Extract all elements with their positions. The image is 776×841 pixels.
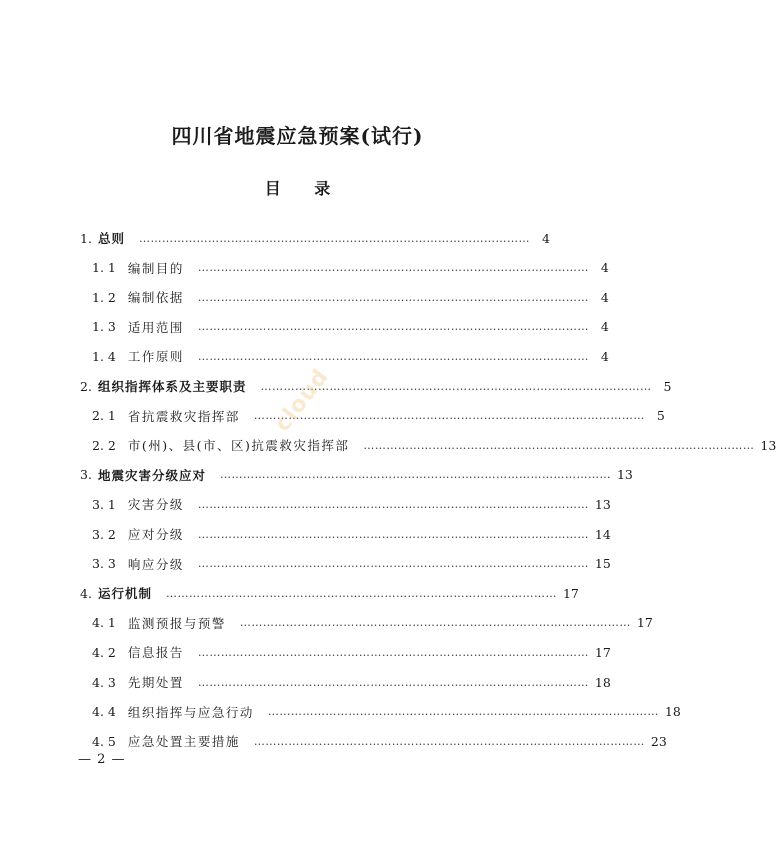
toc-entry-number: 1. 4 xyxy=(92,348,116,364)
toc-entry[interactable] xyxy=(92,642,611,662)
toc-entry-page: 5 xyxy=(663,378,672,394)
toc-entry-number: 3. 1 xyxy=(92,496,116,512)
toc-entry-title: 监测预报与预警 xyxy=(127,615,226,631)
page-number: — 2 — xyxy=(78,752,126,767)
toc-entry[interactable] xyxy=(92,613,653,633)
toc-entry-page: 13 xyxy=(616,467,633,483)
toc-entry-number: 2. 2 xyxy=(92,437,116,453)
toc-entry-number: 4. 4 xyxy=(92,704,116,720)
toc-leader-dots: ………………………………………………………………………………………… xyxy=(197,557,589,571)
toc-entry[interactable] xyxy=(92,317,609,337)
toc-leader-dots: ………………………………………………………………………………………… xyxy=(219,468,611,482)
toc-leader-dots: ………………………………………………………………………………………… xyxy=(363,438,755,452)
toc-entry-title: 组织指挥与应急行动 xyxy=(127,704,254,720)
toc-heading: 目 录 xyxy=(264,179,345,198)
toc-entry-title: 组织指挥体系及主要职责 xyxy=(97,379,247,394)
toc-entry[interactable] xyxy=(92,731,667,751)
toc-entry-number: 3. xyxy=(80,467,92,483)
toc-leader-dots: ………………………………………………………………………………………… xyxy=(197,261,589,275)
document-title: 四川省地震应急预案(试行) xyxy=(171,124,424,148)
toc-leader-dots: ………………………………………………………………………………………… xyxy=(197,645,589,659)
toc-entry-title: 省抗震救灾指挥部 xyxy=(127,408,240,424)
toc-entry-page: 4 xyxy=(600,260,609,276)
toc-entry-page: 17 xyxy=(594,644,611,660)
toc-entry-title: 先期处置 xyxy=(127,675,184,690)
toc-entry-page: 4 xyxy=(542,230,550,246)
toc-entry-page: 4 xyxy=(600,348,609,364)
toc-leader-dots: ………………………………………………………………………………………… xyxy=(260,379,652,393)
toc-entry[interactable] xyxy=(80,583,579,603)
toc-entry[interactable] xyxy=(92,435,776,455)
toc-entry-number: 4. xyxy=(80,585,92,601)
toc-entry-number: 1. 3 xyxy=(92,319,116,335)
toc-entry[interactable] xyxy=(80,465,633,485)
toc-entry-title: 编制目的 xyxy=(127,260,184,276)
toc-entry-page: 18 xyxy=(664,704,681,720)
toc-entry-title: 应急处置主要措施 xyxy=(127,734,240,750)
toc-leader-dots: ………………………………………………………………………………………… xyxy=(197,497,589,511)
toc-leader-dots: ………………………………………………………………………………………… xyxy=(197,349,589,363)
toc-entry-number: 2. 1 xyxy=(92,408,116,424)
toc-entry-title: 工作原则 xyxy=(127,349,184,365)
toc-entry-title: 信息报告 xyxy=(127,645,184,661)
toc-entry-page: 23 xyxy=(650,733,667,749)
toc-entry[interactable] xyxy=(80,228,550,248)
toc-leader-dots: ………………………………………………………………………………………… xyxy=(267,705,659,719)
toc-entry[interactable] xyxy=(92,287,609,307)
toc-entry-number: 4. 5 xyxy=(92,733,116,749)
toc-entry-page: 14 xyxy=(594,526,611,542)
toc-entry-title: 地震灾害分级应对 xyxy=(97,467,206,483)
toc-leader-dots: ………………………………………………………………………………………… xyxy=(197,290,589,304)
watermark-logo: cloud xyxy=(270,364,335,437)
toc-entry-title: 编制依据 xyxy=(127,290,184,306)
toc-entry-number: 2. xyxy=(80,378,92,394)
toc-entry-page: 15 xyxy=(594,556,611,572)
toc-entry-title: 灾害分级 xyxy=(127,497,184,513)
toc-entry-number: 3. 3 xyxy=(92,556,116,572)
toc-entry-page: 17 xyxy=(636,615,653,631)
toc-entry[interactable] xyxy=(92,258,609,278)
toc-entry-number: 1. 2 xyxy=(92,289,116,305)
toc-entry-page: 5 xyxy=(656,408,665,424)
toc-leader-dots: ………………………………………………………………………………………… xyxy=(165,586,557,600)
toc-entry[interactable] xyxy=(92,554,611,574)
toc-entry[interactable] xyxy=(92,346,609,366)
toc-entry-title: 总则 xyxy=(97,231,125,246)
toc-leader-dots: ………………………………………………………………………………………… xyxy=(197,320,589,334)
toc-leader-dots: ………………………………………………………………………………………… xyxy=(239,616,631,630)
toc-leader-dots: ………………………………………………………………………………………… xyxy=(253,734,645,748)
toc-entry-number: 1. 1 xyxy=(92,260,116,276)
toc-entry-page: 13 xyxy=(594,496,611,512)
toc-leader-dots: ………………………………………………………………………………………… xyxy=(138,231,530,245)
toc-leader-dots: ………………………………………………………………………………………… xyxy=(197,527,589,541)
toc-entry-page: 18 xyxy=(594,674,611,690)
toc-entry[interactable] xyxy=(92,524,611,544)
toc-leader-dots: ………………………………………………………………………………………… xyxy=(197,675,589,689)
toc-leader-dots: ………………………………………………………………………………………… xyxy=(253,409,645,423)
toc-entry-number: 1. xyxy=(80,230,92,246)
toc-entry[interactable] xyxy=(92,494,611,514)
toc-entry-number: 4. 3 xyxy=(92,674,116,690)
toc-entry-page: 13 xyxy=(760,437,776,453)
toc-entry-page: 17 xyxy=(562,585,579,601)
toc-entry-title: 运行机制 xyxy=(97,586,152,602)
toc-entry-number: 3. 2 xyxy=(92,526,116,542)
toc-entry-title: 适用范围 xyxy=(127,319,184,335)
toc-entry-title: 应对分级 xyxy=(127,527,184,542)
toc-entry-title: 响应分级 xyxy=(127,556,184,572)
toc-entry[interactable] xyxy=(92,672,611,692)
toc-entry-number: 4. 1 xyxy=(92,615,116,631)
toc-entry-title: 市(州)、县(市、区)抗震救灾指挥部 xyxy=(127,438,350,454)
toc-entry[interactable] xyxy=(92,702,681,722)
toc-entry-number: 4. 2 xyxy=(92,644,116,660)
toc-entry-page: 4 xyxy=(600,289,609,305)
toc-entry-page: 4 xyxy=(600,319,609,335)
